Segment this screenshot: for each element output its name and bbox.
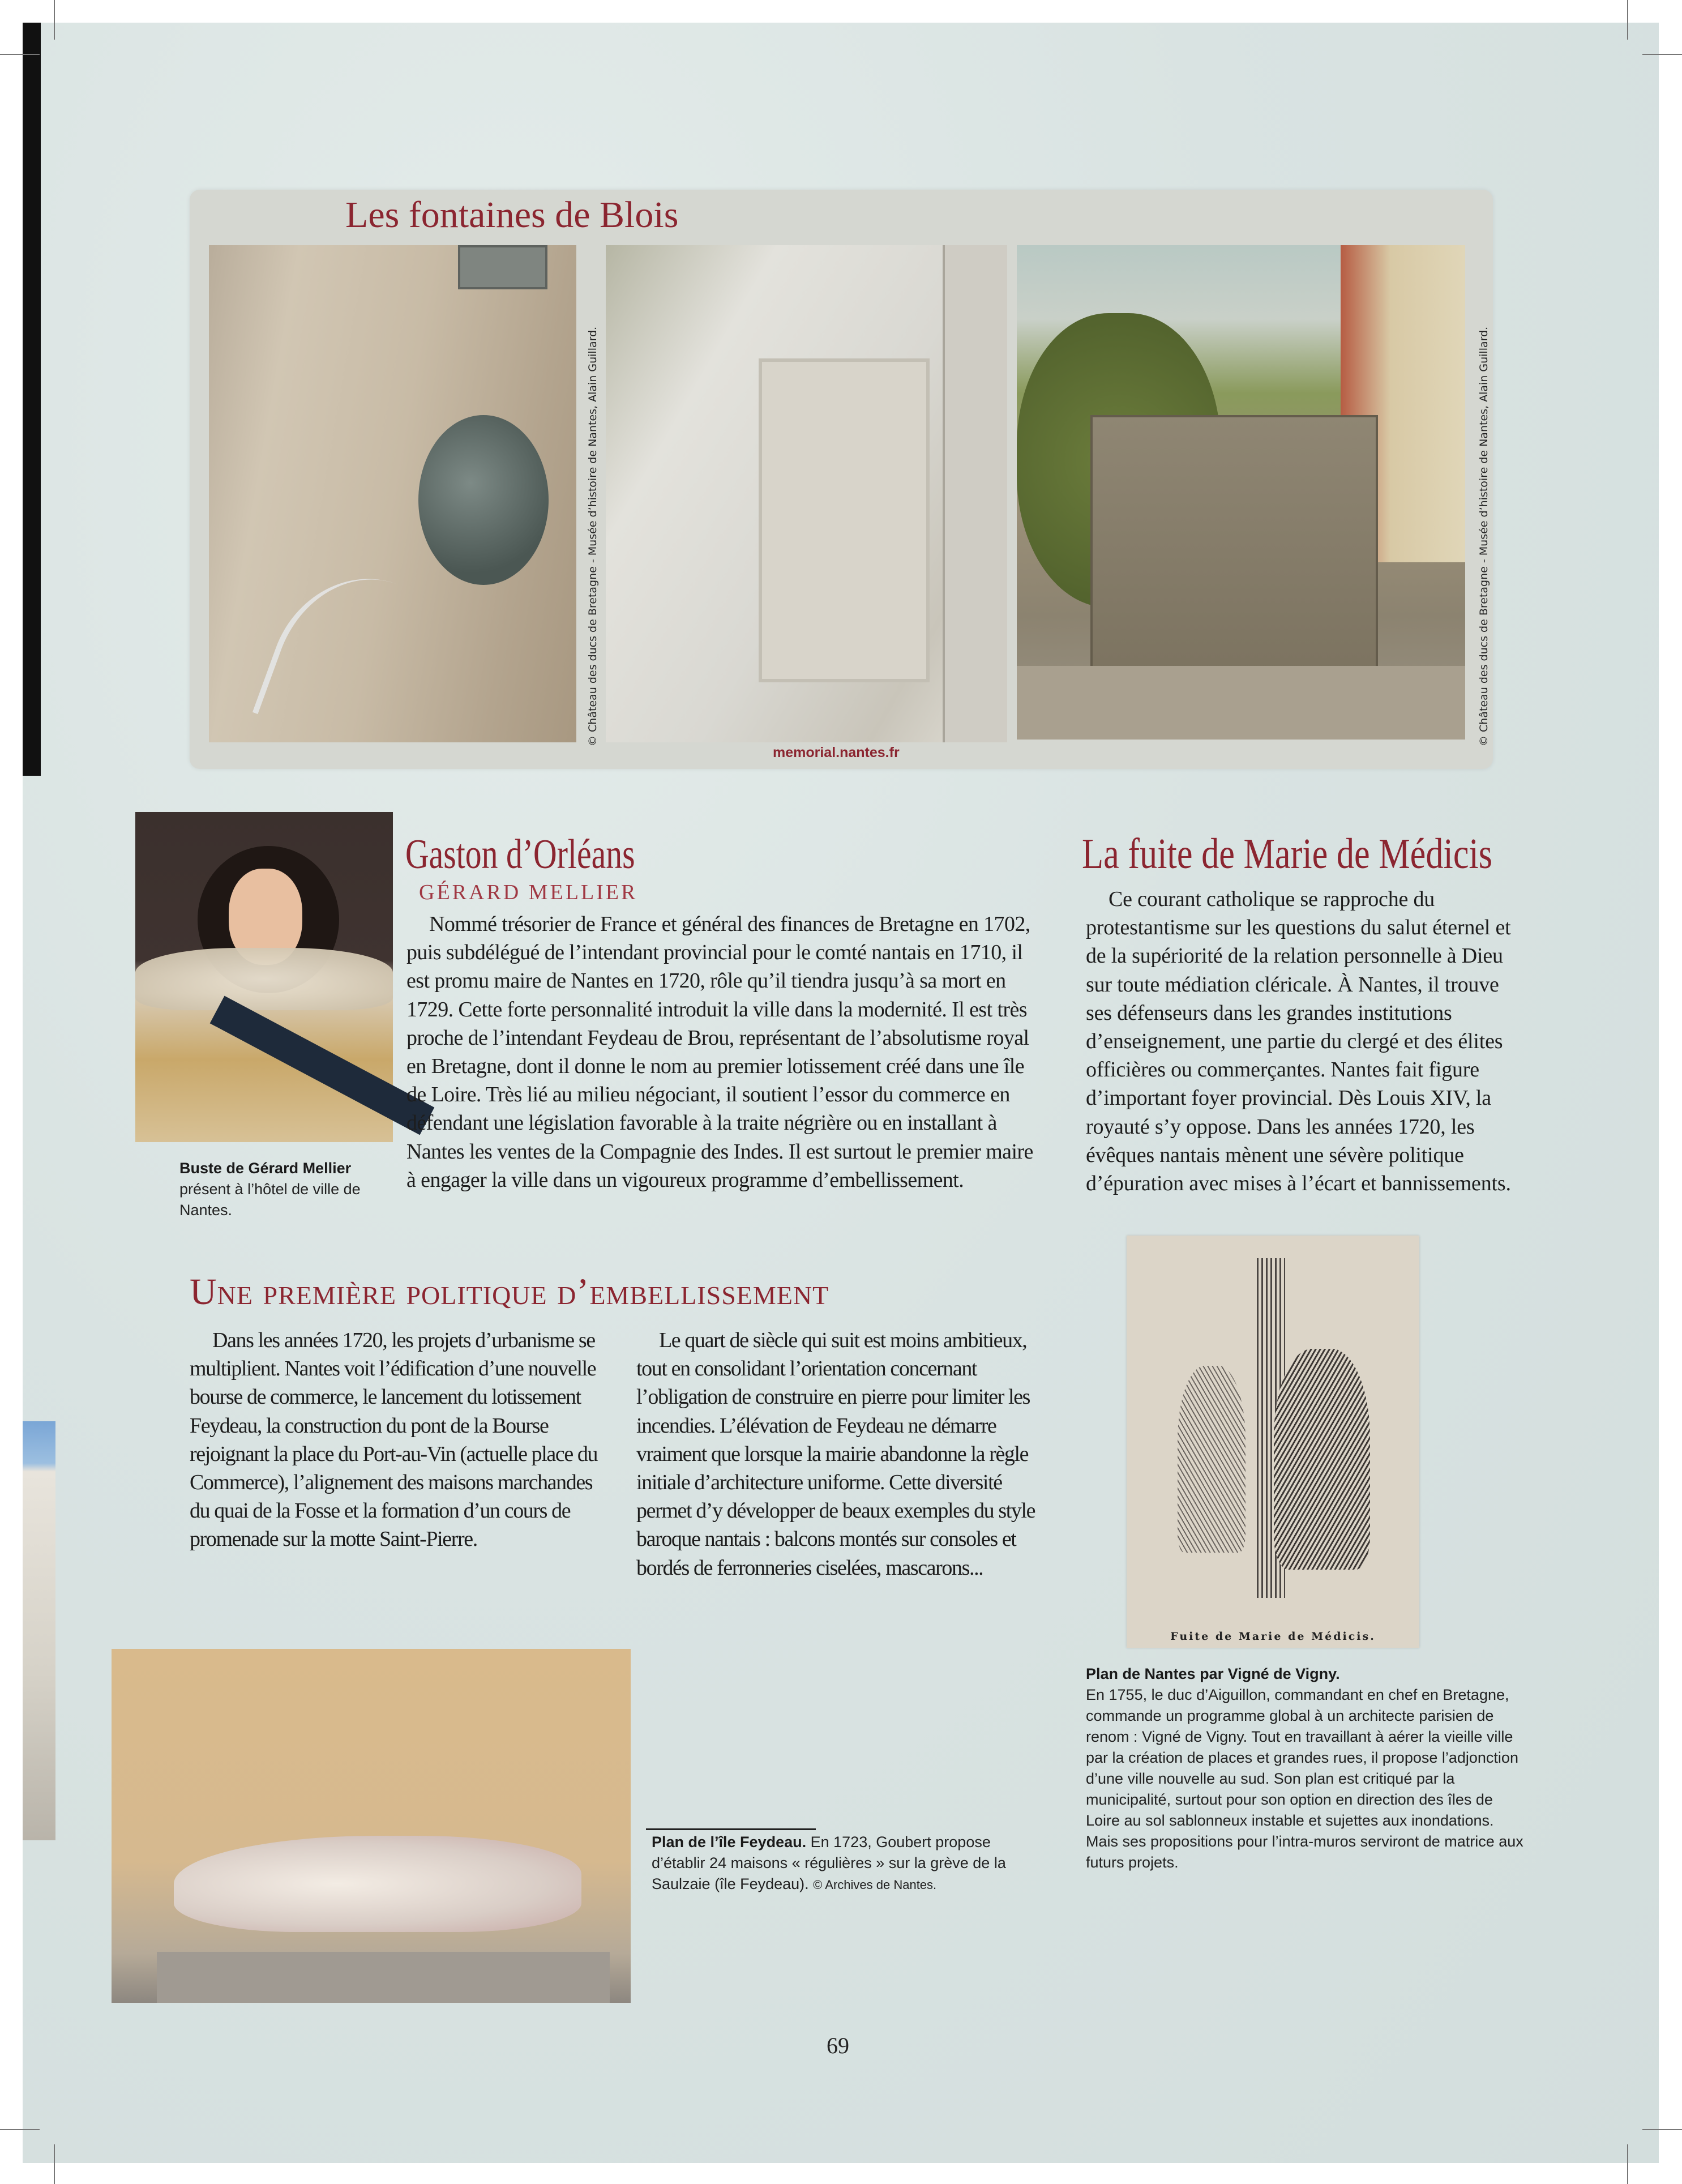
ghost-heading: GÉRARD MELLIER <box>419 881 638 904</box>
crop-mark <box>1642 54 1682 55</box>
feydeau-caption <box>652 1832 1048 1895</box>
edge-photo-fragment <box>23 1421 55 1840</box>
wall-fountain-photo <box>606 245 1007 742</box>
gothic-fountain-postcard <box>1017 245 1465 740</box>
photo-credit: © Château des ducs de Bretagne - Musée d’histoire de Nantes, Alain Guillard. <box>587 326 599 746</box>
feydeau-caption-text: En 1723, Goubert propose d’établir 24 maisons « régulières » sur la grève de la Saulzaie (île Feydeau). <box>652 1833 1006 1892</box>
reclining-sculpture-photo <box>112 1649 631 2003</box>
gaston-body: Nommé trésorier de France et général des finances de Bretagne en 1702, puis subdélégué de l’intendant provincial pour le comté nantais en 1710, il est promu maire de Nantes en 1720, rôle qu’il tiendra jusqu’à sa mort en 1729. Cette forte personnalité introduit la ville dans la modernité. Il est très proche de l’intendant Feydeau de Brou, représentant de l’absolutisme royal en Bretagne, dont il donne le nom au premier lotissement créé dans une île de Loire. Très lié au milieu négociant, il soutient l’essor du commerce en défendant une législation favorable à la traite négrière ou en installant à Nantes les ventes de la Compagnie des Indes. Il est surtout le premier maire à engager la ville dans un vigoureux programme d’embellissement. <box>406 912 1033 1192</box>
section-column-1: Dans les années 1720, les projets d’urbanisme se multiplient. Nantes voit l’édification d’une nouvelle bourse de commerce, le lancement du lotissement Feydeau, la construction du pont de la Bourse rejoignant la place du Port-au-Vin (actuelle place du Commerce), l’alignement des maisons marchandes du quai de la Fosse et la formation d’un cours de promenade sur la motte Saint-Pierre. <box>190 1328 598 1552</box>
black-bleed-strip <box>23 23 41 776</box>
portrait-caption <box>179 1158 400 1221</box>
fountain-mask-photo <box>209 245 576 742</box>
portrait-painting <box>135 812 393 1142</box>
vigny-caption-text: En 1755, le duc d’Aiguillon, commandant en chef en Bretagne, commande un programme global à un architecte parisien de renom : Vigné de Vigny. Tout en travaillant à aérer la vieille ville par la création de places et grandes rues, il propose l’adjonction d’une ville nouvelle au sud. Son plan est critiqué par la municipalité, surtout pour son option en direction des îles de Loire au sol sablonneux instable et sujettes aux inondations. Mais ses propositions pour l’intra-muros serviront de matrice aux futurs projets. <box>1086 1686 1523 1871</box>
vigny-caption <box>1086 1664 1527 1873</box>
caption-rule <box>646 1828 816 1830</box>
vigny-caption-title: Plan de Nantes par Vigné de Vigny. <box>1086 1665 1340 1682</box>
section-heading: Une première politique d’embellissement <box>190 1271 829 1313</box>
crop-mark <box>0 2129 40 2130</box>
feydeau-caption-credit: © Archives de Nantes. <box>813 1878 937 1892</box>
panel-title: Les fontaines de Blois <box>345 194 679 236</box>
portrait-caption-text: présent à l’hôtel de ville de Nantes. <box>179 1181 361 1219</box>
crop-mark <box>54 0 55 40</box>
feydeau-caption-title: Plan de l’île Feydeau. <box>652 1833 807 1850</box>
crop-mark <box>54 2144 55 2184</box>
section-column-2: Le quart de siècle qui suit est moins ambitieux, tout en consolidant l’orientation concernant l’obligation de construire en pierre pour limiter les incendies. L’élévation de Feydeau ne démarre vraiment que lorsque la mairie abandonne la règle initiale d’architecture uniforme. Cette diversité permet d’y développer de beaux exemples du style baroque nantais : balcons montés sur consoles et bordés de ferronneries ciselées, mascarons... <box>636 1328 1035 1580</box>
medicis-body: Ce courant catholique se rapproche du protestantisme sur les questions du salut éternel et de la supériorité de la relation personnelle à Dieu sur toute médiation cléricale. À Nantes, il trouve ses défenseurs dans les grandes institutions d’enseignement, une partie du clergé et des élites officières ou commerçantes. Nantes fait figure d’important foyer provincial. Dès Louis XIV, la royauté s’y oppose. Dans les années 1720, les évêques nantais mènent une sévère politique d’épuration avec mises à l’écart et bannissements. <box>1086 887 1511 1196</box>
gaston-heading: Gaston d’Orléans <box>405 831 635 878</box>
crop-mark <box>1642 2129 1682 2130</box>
page-number: 69 <box>827 2033 849 2058</box>
crop-mark <box>1627 0 1628 40</box>
photo-credit: © Château des ducs de Bretagne - Musée d’histoire de Nantes, Alain Guillard. <box>1478 326 1490 746</box>
crop-mark <box>0 54 40 55</box>
medicis-heading: La fuite de Marie de Médicis <box>1082 830 1493 878</box>
crop-mark <box>1627 2144 1628 2184</box>
website-link[interactable]: memorial.nantes.fr <box>773 745 900 760</box>
engraving-title: Fuite de Marie de Médicis. <box>1170 1630 1376 1643</box>
portrait-caption-title: Buste de Gérard Mellier <box>179 1160 352 1177</box>
medicis-engraving <box>1127 1236 1419 1648</box>
